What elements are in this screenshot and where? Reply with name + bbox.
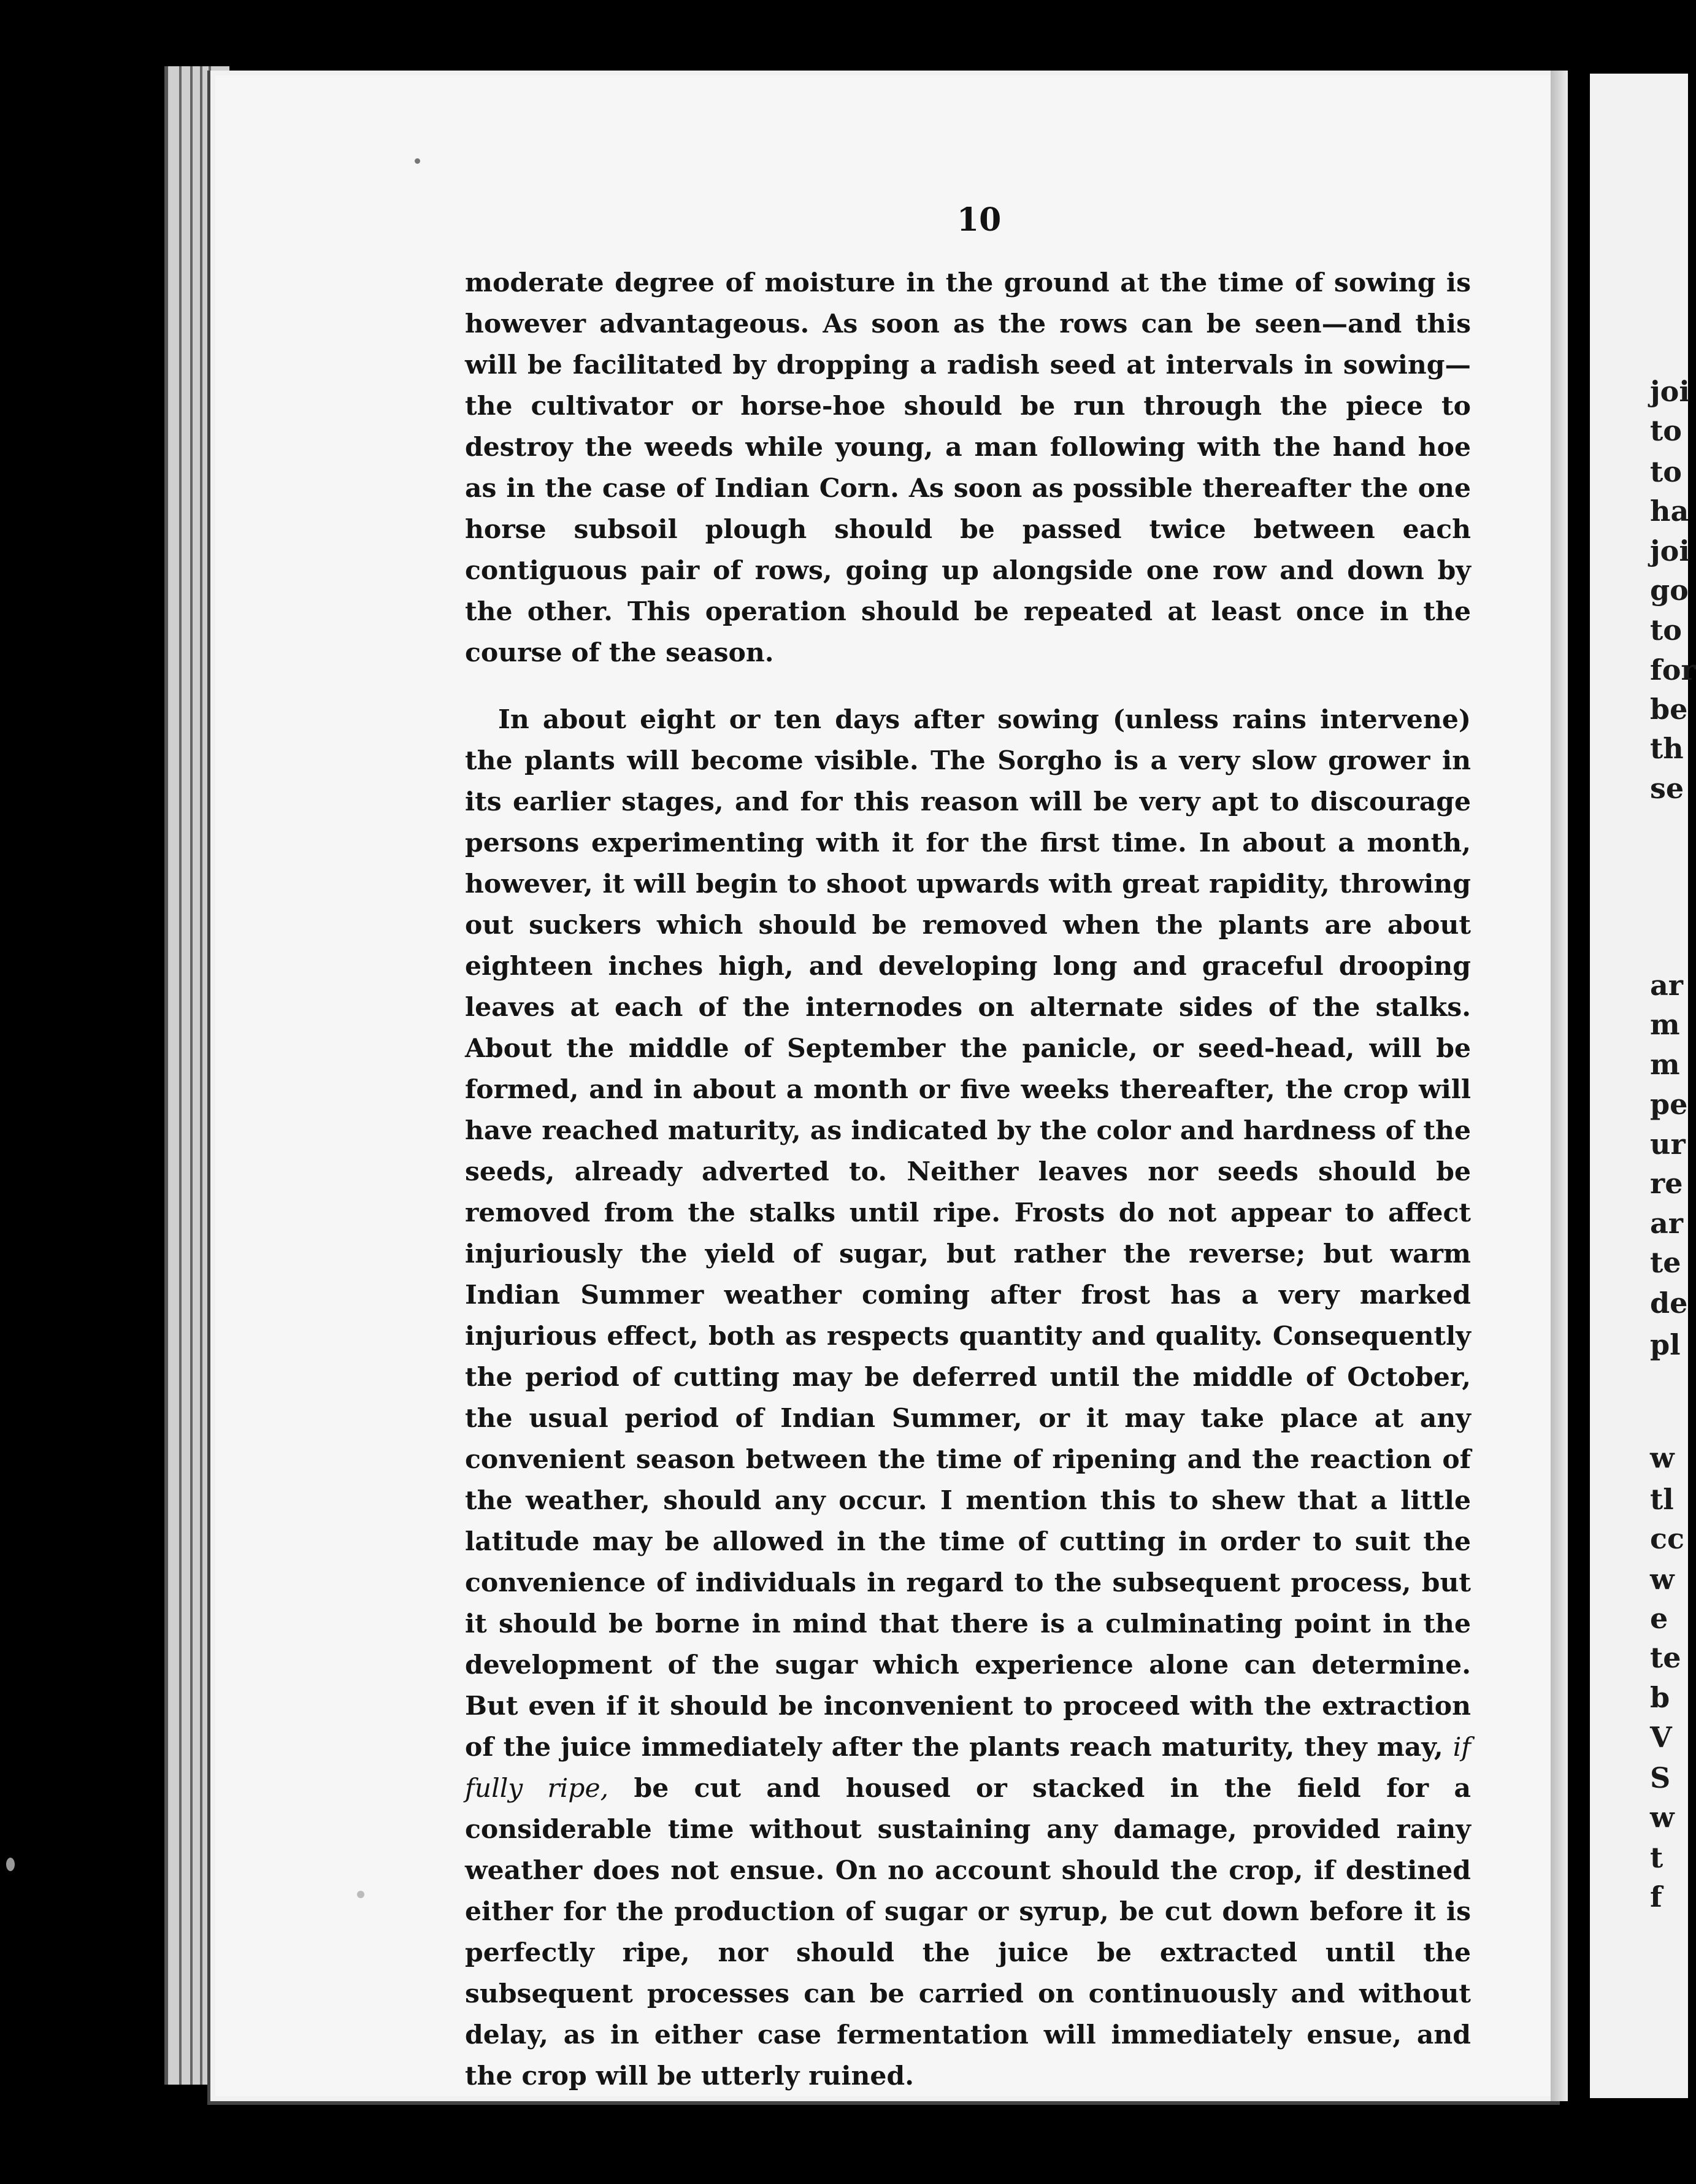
fragment: w xyxy=(1650,1801,1675,1834)
fragment: m xyxy=(1650,1008,1680,1041)
fragment: go xyxy=(1650,574,1689,607)
fragment: te xyxy=(1650,1246,1681,1279)
scan-speck xyxy=(357,1891,364,1898)
fragment: w xyxy=(1650,1441,1675,1474)
fragment: de xyxy=(1650,1286,1688,1320)
paragraph-2 xyxy=(465,699,1471,2097)
fragment: ar xyxy=(1650,1207,1684,1240)
fragment: to xyxy=(1650,455,1682,488)
fragment: ur xyxy=(1650,1128,1686,1161)
fragment: joi xyxy=(1650,534,1690,567)
fragment: th xyxy=(1650,732,1684,765)
paragraph-spacer xyxy=(465,674,1471,699)
fragment: t xyxy=(1650,1841,1663,1874)
fragment: tl xyxy=(1650,1483,1674,1516)
paragraph-1: moderate degree of moisture in the ground at the time of sowing is however advantageous. As soon as the rows can be seen—and this will be facilitated by dropping a radish seed at intervals in sowing—the cultivator or horse-hoe should be run through the piece to destroy the weeds while young, a man following with the hand hoe as in the case of Indian Corn. As soon as possible thereafter the one horse subsoil plough should be passed twice between each contiguous pair of rows, going up alongside one row and down by the other. This operation should be repeated at least once in the course of the season. xyxy=(465,267,1471,668)
page-edge-line xyxy=(200,66,202,2085)
fragment: se xyxy=(1650,772,1684,805)
fragment: S xyxy=(1650,1761,1671,1794)
fragment: pl xyxy=(1650,1328,1681,1361)
fragment: m xyxy=(1650,1048,1680,1081)
page-gap xyxy=(1568,0,1590,2184)
paragraph-2-text-b: be cut and housed or stacked in the field for a considerable time without sustaining any damage, provided rainy weather does not ensue. On no account should the crop, if destined either for the production of sugar or syrup, be cut down before it is perfectly ripe, nor should the juice be extracted until the subsequent processes can be carried on continuously and without delay, as in either case fermentation will immediately ensue, and the crop will be utterly ruined. xyxy=(465,1773,1471,2091)
fragment: joi xyxy=(1650,375,1690,408)
gutter-shadow xyxy=(1551,71,1568,2101)
page-edge-line xyxy=(190,66,193,2085)
fragment: e xyxy=(1650,1602,1668,1635)
fragment: te xyxy=(1650,1641,1681,1674)
scan-speck xyxy=(415,158,420,164)
body-text xyxy=(465,263,1471,2097)
scan-bottom-border xyxy=(0,2129,1682,2184)
paragraph-2-italic: if fully ripe, xyxy=(465,1732,1472,1804)
fragment: to xyxy=(1650,414,1682,447)
fragment: be xyxy=(1650,693,1688,726)
paragraph-2-text-a: In about eight or ten days after sowing (unless rains intervene) the plants will become visible. The Sorgho is a very slow grower in its earlier stages, and for this reason will be very apt to discourage persons experimenting with it for the first time. In about a month, however, it will begin to shoot upwards with great rapidity, throwing out suckers which should be removed when the plants are about eighteen inches high, and developing long and graceful drooping leaves at each of the internodes on alternate sides of the stalks. About the middle of September the panicle, or seed-head, will be formed, and in about a month or five weeks thereafter, the crop will have reached maturity, as indicated by the color and hardness of the seeds, already adverted to. Neither leaves nor seeds should be removed from the stalks until ripe. Frosts do not appear to affect injuriously the yield of sugar, but rather the reverse; but warm Indian Summer weather coming after frost has a very marked injurious effect, both as respects quantity and quality. Consequently the period of cutting may be deferred until the middle of October, the usual period of Indian Summer, or it may take place at any convenient season between the time of ripening and the reaction of the weather, should any occur. I mention this to shew that a little latitude may be allowed in the time of cutting in order to suit the convenience of individuals in regard to the subsequent process, but it should be borne in mind that there is a culminating point in the development of the sugar which experience alone can determine. But even if it should be inconvenient to proceed with the extraction of the juice immediately after the plants reach maturity, they may, xyxy=(465,704,1471,1763)
scan-speck xyxy=(6,1858,15,1871)
fragment: ha xyxy=(1650,494,1689,528)
fragment: pe xyxy=(1650,1088,1688,1121)
page-edge-line xyxy=(179,66,182,2085)
fragment: cc xyxy=(1650,1522,1685,1555)
fragment: to xyxy=(1650,613,1682,647)
fragment: V xyxy=(1650,1721,1672,1754)
fragment: ar xyxy=(1650,969,1684,1002)
fragment: re xyxy=(1650,1167,1683,1200)
fragment: b xyxy=(1650,1681,1670,1714)
page-number: 10 xyxy=(957,201,1002,239)
fragment: f xyxy=(1650,1880,1662,1913)
fragment: w xyxy=(1650,1563,1675,1596)
fragment: for xyxy=(1650,653,1696,686)
